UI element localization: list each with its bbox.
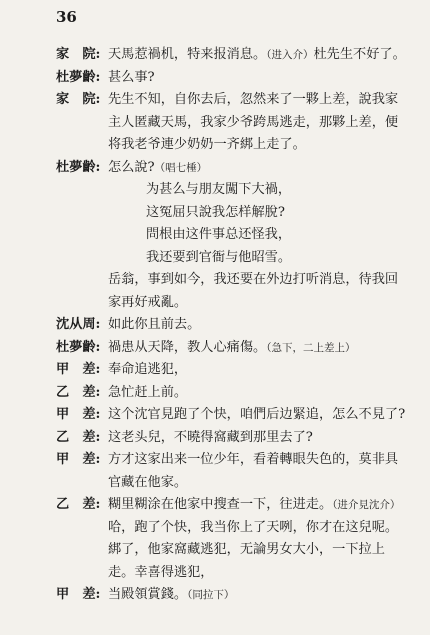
line-text: 当殿領賞錢。 xyxy=(108,587,188,602)
line-text: 怎么說? xyxy=(108,159,155,175)
line-text: 天馬惹禍机，特来报消息。 xyxy=(108,47,267,62)
dialogue-text xyxy=(108,157,207,180)
script-line xyxy=(0,472,430,495)
script-line xyxy=(0,202,430,225)
dialogue-text xyxy=(108,359,187,382)
script-lines xyxy=(0,44,430,607)
line-text: 为甚么与朋友闖下大禍， xyxy=(146,182,292,197)
stage-direction: （同拉下） xyxy=(187,589,235,601)
dialogue-text xyxy=(108,44,406,67)
speaker-name: 家 院: xyxy=(56,47,101,62)
script-line xyxy=(0,494,430,517)
script-line xyxy=(0,292,430,315)
dialogue-text xyxy=(108,292,187,315)
script-line xyxy=(0,269,430,292)
verse-text xyxy=(146,179,291,202)
script-line xyxy=(0,44,430,67)
dialogue-text xyxy=(108,449,398,472)
verse-text xyxy=(146,247,291,270)
speaker-name: 乙 差: xyxy=(56,497,101,512)
line-text: 方才这家出来一位少年，看着轉眼失色的，莫非具 xyxy=(108,452,399,467)
speaker-name: 乙 差: xyxy=(56,429,101,445)
script-line xyxy=(0,157,430,180)
speaker-name: 甲 差: xyxy=(56,362,101,377)
line-text: 走。幸喜得逃犯， xyxy=(108,564,214,580)
line-tail-text: 杜先生不好了。 xyxy=(313,47,406,62)
script-line xyxy=(0,539,430,562)
line-text: 甚么事? xyxy=(108,69,155,85)
line-text: 問根由这件事总还怪我， xyxy=(146,227,292,242)
line-text: 如此你且前去。 xyxy=(108,317,201,332)
dialogue-text xyxy=(108,427,313,450)
script-line xyxy=(0,562,430,585)
script-line xyxy=(0,179,430,202)
dialogue-text xyxy=(108,472,187,495)
script-line xyxy=(0,134,430,157)
script-line xyxy=(0,404,430,427)
speaker-name: 甲 差: xyxy=(56,407,101,422)
script-line xyxy=(0,314,430,337)
line-text: 綁了，他家窩藏逃犯，无論男女大小，一下拉上 xyxy=(108,542,385,557)
script-line xyxy=(0,224,430,247)
script-line xyxy=(0,359,430,382)
line-text: 官藏在他家。 xyxy=(108,474,188,490)
script-line xyxy=(0,382,430,405)
line-text: 糊里糊涂在他家中搜查一下，往进走。 xyxy=(108,497,333,512)
dialogue-text xyxy=(108,517,398,540)
dialogue-text xyxy=(108,337,356,360)
speaker-name: 甲 差: xyxy=(56,587,101,602)
speaker-name: 乙 差: xyxy=(56,384,101,400)
stage-direction: （进入介） xyxy=(266,49,314,61)
line-text: 岳翁，事到如今，我还要在外边打听消息，待我回 xyxy=(108,272,399,287)
speaker-name: 杜夢齡: xyxy=(56,159,101,175)
line-text: 先生不知，自你去后，忽然来了一夥上差，說我家 xyxy=(108,92,399,107)
line-text: 家再好戒亂。 xyxy=(108,294,188,310)
script-line xyxy=(0,337,430,360)
line-text: 奉命追逃犯， xyxy=(108,362,188,377)
speaker-name: 杜夢齡: xyxy=(56,69,101,85)
dialogue-text xyxy=(108,584,234,607)
script-line xyxy=(0,89,430,112)
script-line xyxy=(0,427,430,450)
script-line xyxy=(0,112,430,135)
dialogue-text xyxy=(108,404,405,427)
line-text: 禍患从天降，教人心痛傷。 xyxy=(108,339,267,355)
line-text: 急忙赶上前。 xyxy=(108,384,188,400)
dialogue-text xyxy=(108,134,306,157)
script-line xyxy=(0,517,430,540)
line-text: 将我老爷連少奶奶一齐綁上走了。 xyxy=(108,137,306,152)
line-text: 这老头兒，不曉得窩藏到那里去了? xyxy=(108,429,313,445)
speaker-name: 甲 差: xyxy=(56,452,101,467)
verse-text xyxy=(146,224,291,247)
dialogue-text xyxy=(108,494,400,517)
speaker-name: 家 院: xyxy=(56,92,101,107)
stage-direction: （唱七棰） xyxy=(154,161,208,174)
line-text: 这个沈官見跑了个快，咱們后边緊追，怎么不見了? xyxy=(108,407,406,422)
dialogue-text xyxy=(108,382,187,405)
speaker-name: 沈从周: xyxy=(56,317,101,332)
line-text: 我还要到官衙与他昭雪。 xyxy=(146,249,292,265)
line-text: 这冤屈只說我怎样解脫? xyxy=(146,204,285,220)
speaker-name: 杜夢齡: xyxy=(56,339,101,355)
script-line xyxy=(0,247,430,270)
dialogue-text xyxy=(108,89,398,112)
line-text: 哈，跑了个快，我当你上了天咧，你才在这兒呢。 xyxy=(108,519,399,535)
dialogue-text xyxy=(108,67,155,90)
dialogue-text xyxy=(108,112,398,135)
page-number: 36 xyxy=(56,8,77,26)
script-line xyxy=(0,67,430,90)
dialogue-text xyxy=(108,314,200,337)
stage-direction: （进介見沈介） xyxy=(332,499,401,511)
script-line xyxy=(0,584,430,607)
verse-text xyxy=(146,202,285,225)
dialogue-text xyxy=(108,269,398,292)
script-line xyxy=(0,449,430,472)
line-text: 主人匿藏天馬，我家少爷跨馬逃走，那夥上差，便 xyxy=(108,114,399,130)
dialogue-text xyxy=(108,562,214,585)
stage-direction: （急下，二上差上） xyxy=(266,341,356,354)
dialogue-text xyxy=(108,539,385,562)
